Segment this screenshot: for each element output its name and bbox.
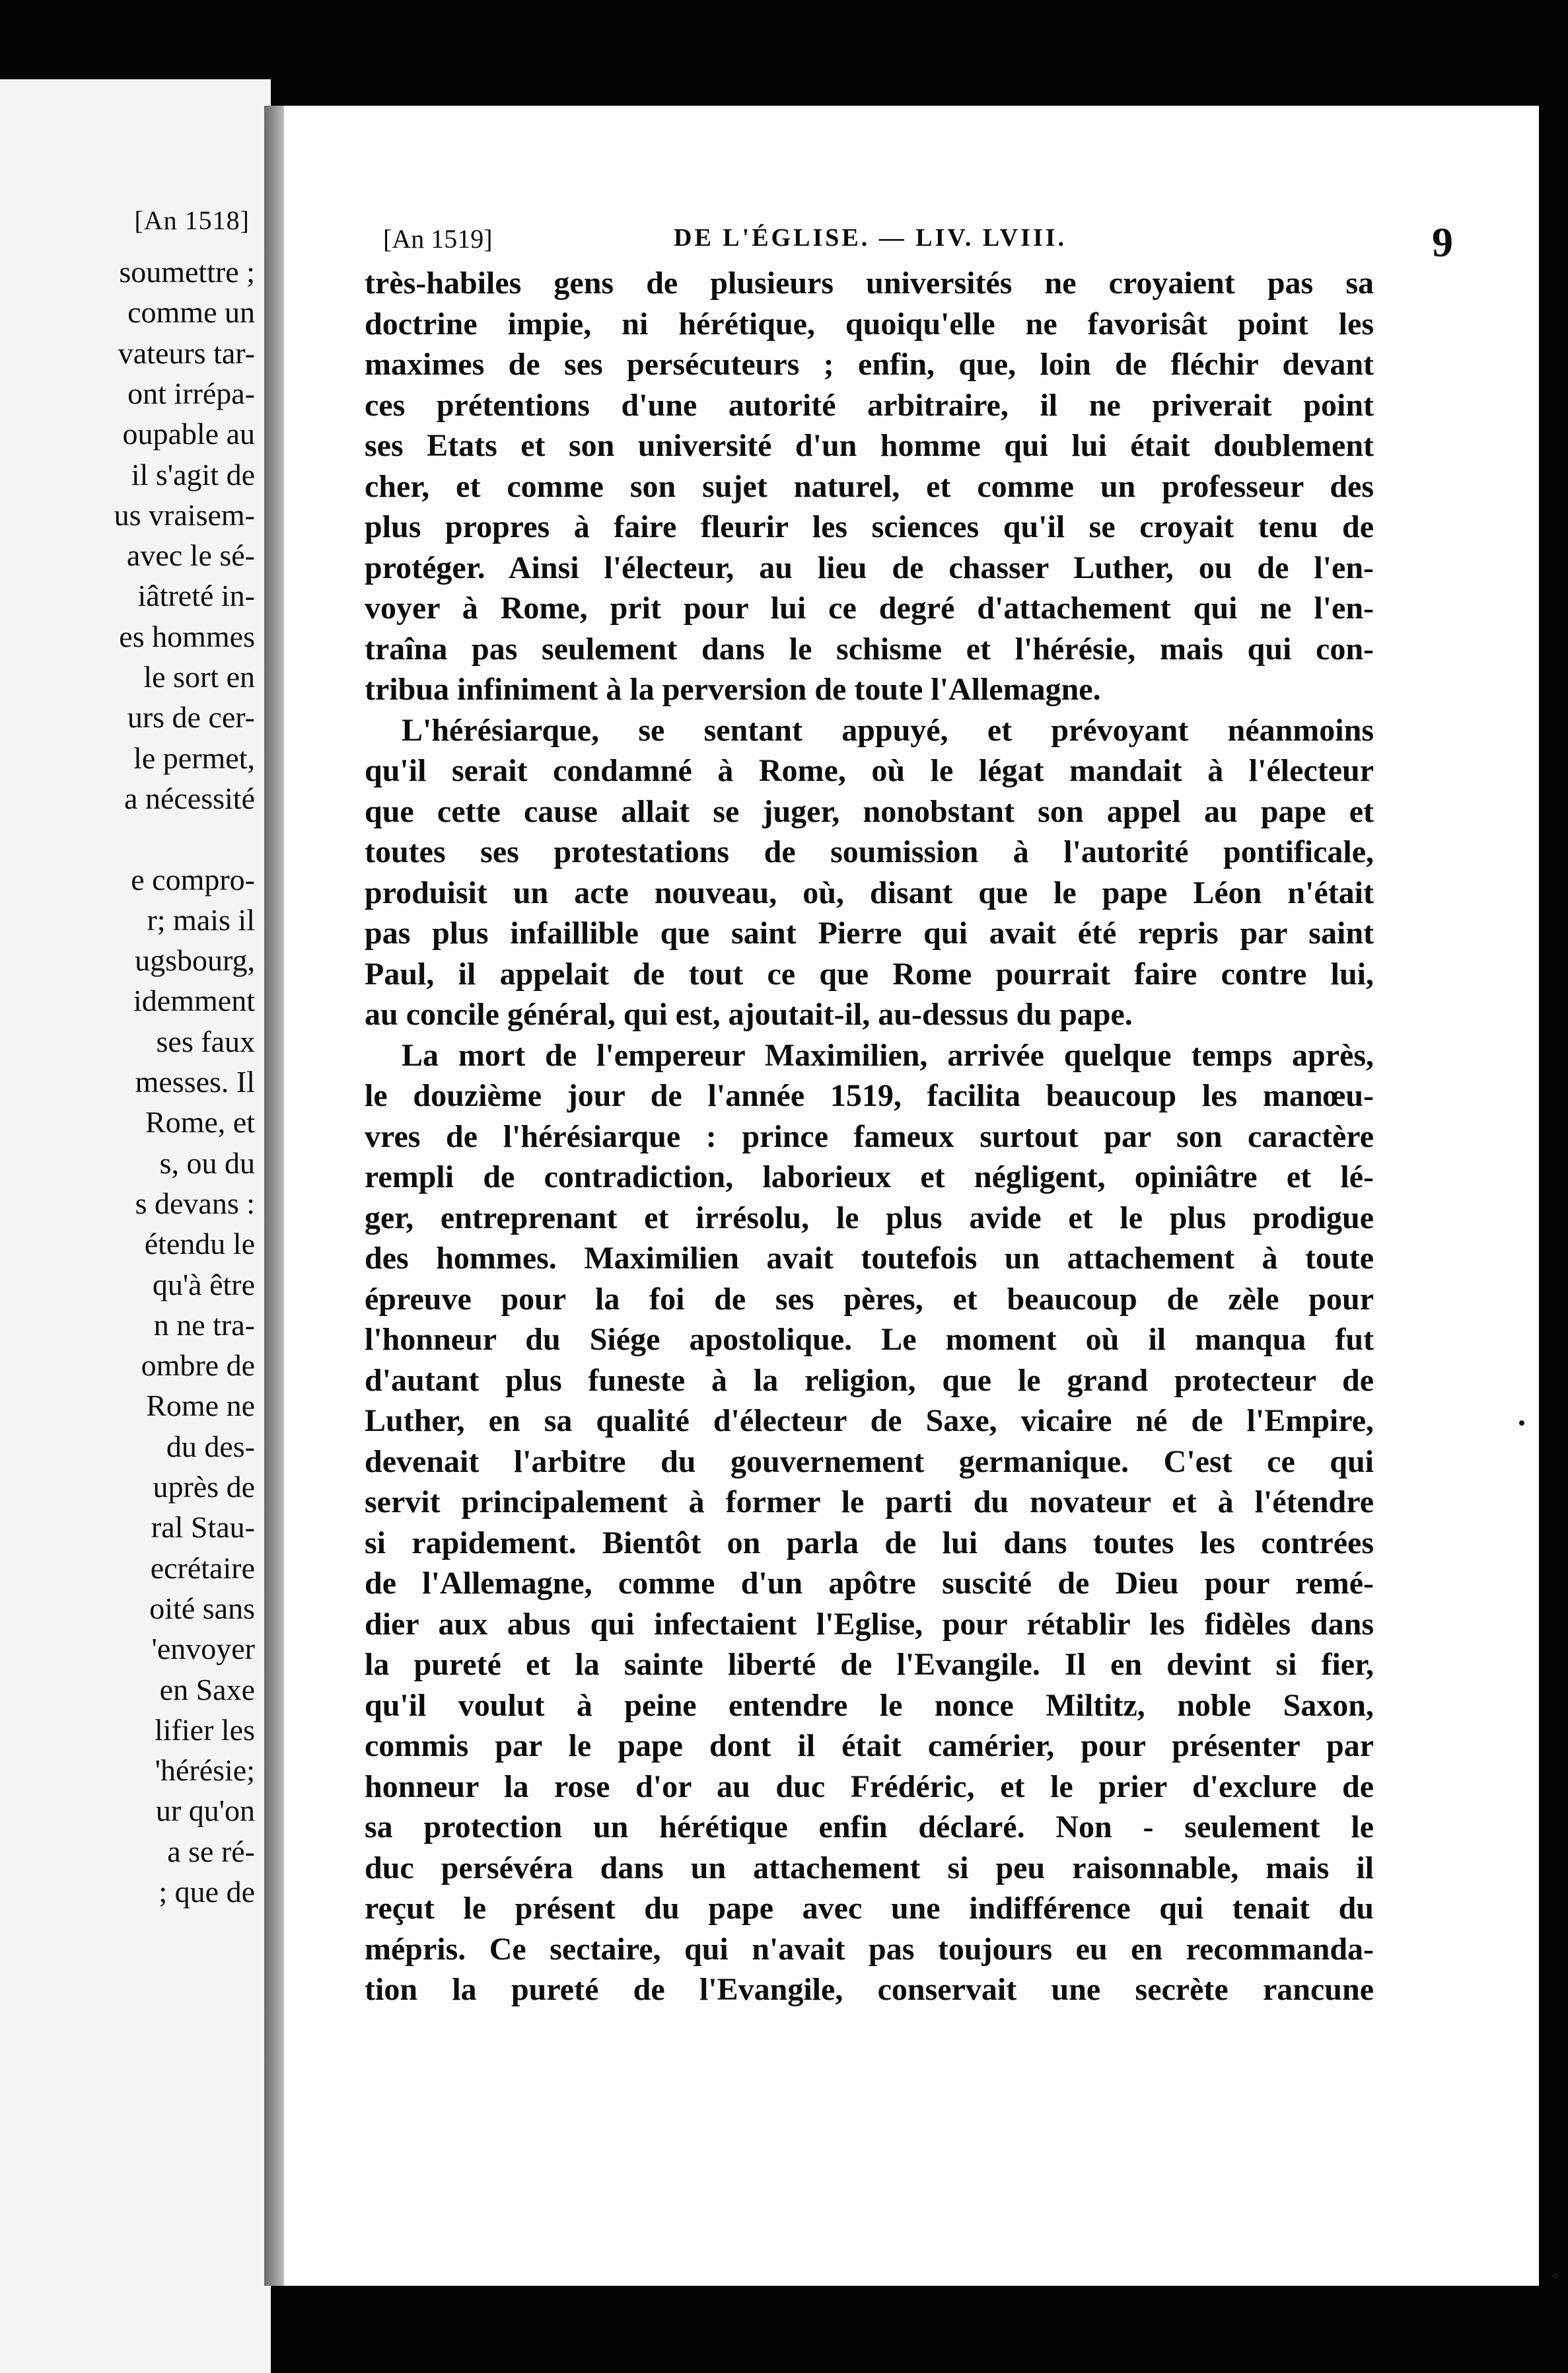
left-page-line: soumettre ; (119, 255, 255, 289)
text-line: duc persévéra dans un attachement si peu raisonnable, mais il (365, 1850, 1374, 1885)
left-page-line: urs de cer- (127, 700, 255, 735)
text-line: protéger. Ainsi l'électeur, au lieu de chasser Luther, ou de l'en- (365, 550, 1374, 585)
text-line: maximes de ses persécuteurs ; enfin, que, loin de fléchir devant (365, 347, 1374, 382)
left-page-line: us vraisem- (114, 497, 255, 532)
left-page-line: idemment (133, 984, 255, 1018)
text-line: dier aux abus qui infectaient l'Eglise, pour rétablir les fidèles dans (365, 1606, 1374, 1642)
text-line: qu'il serait condamné à Rome, où le légat mandait à l'électeur (365, 753, 1374, 788)
text-line: ger, entreprenant et irrésolu, le plus avide et le plus prodigue (365, 1200, 1374, 1235)
left-page-line: qu'à être (152, 1267, 255, 1301)
left-page-line: avec le sé- (126, 538, 255, 573)
left-page-line: 'envoyer (151, 1632, 255, 1666)
left-page-line: ecrétaire (150, 1551, 255, 1585)
text-line: pas plus infaillible que saint Pierre qui avait été repris par saint (365, 916, 1374, 951)
left-page-line: du des- (166, 1429, 255, 1463)
left-page-line: ral Stau- (151, 1510, 255, 1545)
text-line: qu'il voulut à peine entendre le nonce Miltitz, noble Saxon, (365, 1687, 1374, 1723)
text-line: commis par le pape dont il était camérier, pour présenter par (365, 1728, 1374, 1763)
text-line: tribua infiniment à la perversion de toute l'Allemagne. (365, 672, 1101, 707)
text-line: vres de l'hérésiarque : prince fameux surtout par son caractère (365, 1118, 1374, 1154)
text-line: d'autant plus funeste à la religion, que le grand protecteur de (365, 1362, 1374, 1398)
left-page-line: e compro- (131, 862, 255, 896)
text-line: si rapidement. Bientôt on parla de lui dans toutes les contrées (365, 1525, 1374, 1560)
left-page-line: uprès de (153, 1470, 255, 1504)
left-page-line: es hommes (119, 619, 255, 653)
left-page-line: vateurs tar- (118, 336, 255, 370)
header-title: DE L'ÉGLISE. — LIV. LVIII. (674, 224, 1067, 252)
text-line: plus propres à faire fleurir les sciences qu'il se croyait tenu de (365, 509, 1374, 544)
text-line: La mort de l'empereur Maximilien, arrivée quelque temps après, (402, 1037, 1374, 1073)
left-page-line: messes. Il (135, 1065, 255, 1099)
text-line: la pureté et la sainte liberté de l'Evangile. Il en devint si fier, (365, 1647, 1374, 1682)
text-line: de l'Allemagne, comme d'un apôtre suscité de Dieu pour remé- (365, 1566, 1374, 1601)
text-line: que cette cause allait se juger, nonobstant son appel au pape et (365, 793, 1374, 829)
right-page (284, 106, 1539, 2286)
text-line: honneur la rose d'or au duc Frédéric, et le prier d'exclure de (365, 1769, 1374, 1804)
left-page-line: comme un (127, 295, 255, 330)
text-line: cher, et comme son sujet naturel, et comme un professeur des (365, 468, 1374, 504)
left-page-line: oité sans (149, 1591, 255, 1625)
text-line: L'hérésiarque, se sentant appuyé, et prévoyant néanmoins (402, 712, 1374, 748)
scan-speck (1552, 2273, 1559, 2279)
body-text (365, 263, 1374, 2010)
left-page-line: lifier les (155, 1712, 255, 1747)
left-page-line: a se ré- (167, 1834, 255, 1868)
text-line: ces prétentions d'une autorité arbitraire, il ne priverait point (365, 387, 1374, 423)
text-line: épreuve pour la foi de ses pères, et beaucoup de zèle pour (365, 1281, 1374, 1317)
text-line: Paul, il appelait de tout ce que Rome pourrait faire contre lui, (365, 956, 1374, 992)
left-page-line: Rome ne (146, 1389, 255, 1423)
left-page-line: ont irrépa- (127, 376, 255, 410)
text-line: Luther, en sa qualité d'électeur de Saxe, vicaire né de l'Empire, (365, 1403, 1374, 1438)
text-line: servit principalement à former le parti du novateur et à l'étendre (365, 1484, 1374, 1519)
text-line: doctrine impie, ni hérétique, quoiqu'elle ne favorisât point les (365, 306, 1374, 342)
left-page-line: le sort en (143, 660, 255, 694)
text-line: mépris. Ce sectaire, qui n'avait pas toujours eu en recommanda- (365, 1931, 1374, 1967)
text-line: l'honneur du Siége apostolique. Le moment où il manqua fut (365, 1322, 1374, 1357)
left-page-line: ugsbourg, (135, 943, 255, 978)
left-page-line: s devans : (135, 1186, 255, 1220)
text-line: tion la pureté de l'Evangile, conservait une secrète rancune (365, 1972, 1374, 2007)
left-page-line: ; que de (159, 1875, 255, 1909)
left-page-line: en Saxe (159, 1672, 255, 1706)
text-line: voyer à Rome, prit pour lui ce degré d'attachement qui ne l'en- (365, 591, 1374, 626)
left-facing-page (0, 79, 271, 2373)
text-line: traîna pas seulement dans le schisme et l'hérésie, mais qui con- (365, 631, 1374, 667)
left-page-line: étendu le (144, 1227, 255, 1261)
left-page-line: r; mais il (147, 902, 255, 937)
left-page-line: a nécessité (124, 781, 255, 815)
left-page-line: il s'agit de (131, 457, 255, 492)
left-page-line: ombre de (141, 1348, 255, 1383)
text-line: le douzième jour de l'année 1519, facilita beaucoup les manœu- (365, 1078, 1374, 1113)
left-page-line: s, ou du (159, 1146, 255, 1180)
text-line: sa protection un hérétique enfin déclaré. Non - seulement le (365, 1809, 1374, 1844)
running-header (383, 218, 1453, 266)
left-page-line: ur qu'on (155, 1794, 255, 1828)
text-line: ses Etats et son université d'un homme qui lui était doublement (365, 428, 1374, 463)
text-line: des hommes. Maximilien avait toutefois un attachement à toute (365, 1241, 1374, 1276)
left-page-line: Rome, et (145, 1105, 255, 1140)
text-line: rempli de contradiction, laborieux et négligent, opiniâtre et lé- (365, 1159, 1374, 1194)
left-page-line: n ne tra- (153, 1307, 255, 1342)
text-line: produisit un acte nouveau, où, disant que le pape Léon n'était (365, 875, 1374, 910)
text-line: reçut le présent du pape avec une indifférence qui tenait du (365, 1891, 1374, 1926)
text-line: toutes ses protestations de soumission à l'autorité pontificale, (365, 834, 1374, 869)
text-line: devenait l'arbitre du gouvernement germanique. C'est ce qui (365, 1443, 1374, 1479)
left-page-line: iâtreté in- (137, 579, 255, 613)
scan-speck (1519, 1420, 1524, 1426)
left-page-line: ses faux (156, 1024, 255, 1058)
text-line: au concile général, qui est, ajoutait-il, au-dessus du pape. (365, 997, 1133, 1032)
left-page-line: oupable au (122, 417, 255, 451)
left-page-header: [An 1518] (134, 205, 250, 235)
page-number: 9 (1432, 219, 1453, 266)
left-page-line: 'hérésie; (155, 1753, 255, 1788)
header-year: [An 1519] (383, 224, 493, 254)
text-line: très-habiles gens de plusieurs universités ne croyaient pas sa (365, 266, 1374, 301)
left-page-line: le permet, (133, 741, 255, 775)
